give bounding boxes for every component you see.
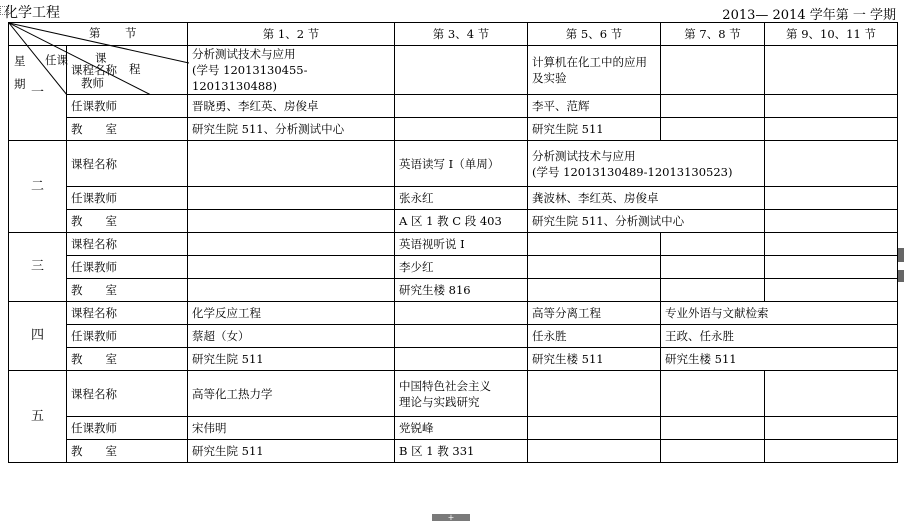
label-teacher: 任课教师 bbox=[67, 417, 188, 440]
thu-p34-teacher[interactable] bbox=[395, 325, 528, 348]
mon-p911-room[interactable] bbox=[765, 118, 898, 141]
period-9-11: 第 9、10、11 节 bbox=[765, 23, 898, 46]
wed-p911-teacher[interactable] bbox=[765, 256, 898, 279]
corner-ke: 课 bbox=[95, 51, 107, 65]
label-course: 课程名称 bbox=[67, 371, 188, 417]
fri-teacher-row bbox=[9, 417, 898, 440]
fri-p34-course[interactable] bbox=[395, 371, 528, 417]
mon-p78-cell[interactable] bbox=[661, 46, 765, 95]
tue-p56-teacher[interactable]: 龚波林、李红英、房俊卓 bbox=[528, 187, 765, 210]
fri-room-row bbox=[9, 440, 898, 463]
day-fri: 五 bbox=[9, 371, 67, 463]
fri-p34-room[interactable]: B 区 1 教 331 bbox=[395, 440, 528, 463]
fri-p911-room[interactable] bbox=[765, 440, 898, 463]
thu-p12-course[interactable]: 化学反应工程 bbox=[188, 302, 395, 325]
wed-p12-cell[interactable] bbox=[188, 233, 395, 256]
period-3-4: 第 3、4 节 bbox=[395, 23, 528, 46]
mon-room-row bbox=[9, 118, 898, 141]
fri-p78-room[interactable] bbox=[661, 440, 765, 463]
fri-p12-course[interactable]: 高等化工热力学 bbox=[188, 371, 395, 417]
thu-p12-teacher[interactable]: 蔡超（女） bbox=[188, 325, 395, 348]
tue-p12-teacher[interactable] bbox=[188, 187, 395, 210]
wed-p12-teacher[interactable] bbox=[188, 256, 395, 279]
label-course: 课程名称 bbox=[67, 46, 188, 95]
fri-p12-room[interactable]: 研究生院 511 bbox=[188, 440, 395, 463]
mon-p12-course-line2: (学号 12013130455-12013130488) bbox=[192, 63, 308, 93]
label-course: 课程名称 bbox=[67, 302, 188, 325]
thu-p78-teacher[interactable]: 王政、任永胜 bbox=[661, 325, 898, 348]
wed-room-row bbox=[9, 279, 898, 302]
day-wed: 三 bbox=[9, 233, 67, 302]
thu-p34-cell[interactable] bbox=[395, 302, 528, 325]
tue-p56-room[interactable]: 研究生院 511、分析测试中心 bbox=[528, 210, 765, 233]
wed-p78-room[interactable] bbox=[661, 279, 765, 302]
fri-p34-teacher[interactable]: 党锐峰 bbox=[395, 417, 528, 440]
mon-p34-cell[interactable] bbox=[395, 46, 528, 95]
thu-p12-room[interactable]: 研究生院 511 bbox=[188, 348, 395, 371]
thu-p56-room[interactable]: 研究生楼 511 bbox=[528, 348, 661, 371]
label-teacher: 任课教师 bbox=[67, 256, 188, 279]
fri-course-row bbox=[9, 371, 898, 417]
thu-p56-course[interactable]: 高等分离工程 bbox=[528, 302, 661, 325]
thu-teacher-row bbox=[9, 325, 898, 348]
tue-p911-room[interactable] bbox=[765, 210, 898, 233]
label-course: 课程名称 bbox=[67, 233, 188, 256]
wed-p56-teacher[interactable] bbox=[528, 256, 661, 279]
mon-p12-teacher[interactable]: 晋晓勇、李红英、房俊卓 bbox=[188, 95, 395, 118]
mon-p12-course[interactable] bbox=[188, 46, 395, 95]
mon-p56-teacher[interactable]: 李平、范辉 bbox=[528, 95, 661, 118]
wed-p911-cell[interactable] bbox=[765, 233, 898, 256]
mon-p12-course-line1: 分析测试技术与应用 bbox=[192, 47, 296, 61]
corner-qi: 期 bbox=[14, 77, 26, 91]
tue-course-row bbox=[9, 141, 898, 187]
wed-p34-course[interactable]: 英语视听说 I bbox=[395, 233, 528, 256]
tue-p911-cell[interactable] bbox=[765, 141, 898, 187]
mon-p56-course[interactable]: 计算机在化工中的应用及实验 bbox=[528, 46, 661, 95]
corner-cheng: 程 bbox=[129, 62, 141, 76]
wed-p12-room[interactable] bbox=[188, 279, 395, 302]
label-room: 教 室 bbox=[67, 279, 188, 302]
label-teacher: 任课教师 bbox=[67, 325, 188, 348]
thu-p78-course[interactable]: 专业外语与文献检索 bbox=[661, 302, 898, 325]
fri-p34-course-line1: 中国特色社会主义 bbox=[399, 378, 491, 393]
tue-p34-teacher[interactable]: 张永红 bbox=[395, 187, 528, 210]
day-mon: 一 bbox=[9, 46, 67, 141]
wed-p911-room[interactable] bbox=[765, 279, 898, 302]
wed-teacher-row bbox=[9, 256, 898, 279]
resize-handle-right-lower[interactable] bbox=[898, 270, 904, 282]
day-thu: 四 bbox=[9, 302, 67, 371]
corner-di: 第 bbox=[89, 26, 101, 40]
tue-p12-cell[interactable] bbox=[188, 141, 395, 187]
mon-p34-room[interactable] bbox=[395, 118, 528, 141]
wed-p34-teacher[interactable]: 李少红 bbox=[395, 256, 528, 279]
wed-p78-cell[interactable] bbox=[661, 233, 765, 256]
fri-p56-teacher[interactable] bbox=[528, 417, 661, 440]
fri-p911-teacher[interactable] bbox=[765, 417, 898, 440]
mon-teacher-row bbox=[9, 95, 898, 118]
mon-p34-teacher[interactable] bbox=[395, 95, 528, 118]
tue-p56-course-line1: 分析测试技术与应用 bbox=[532, 148, 636, 163]
tue-teacher-row bbox=[9, 187, 898, 210]
fri-p911-cell[interactable] bbox=[765, 371, 898, 417]
resize-handle-right-upper[interactable] bbox=[898, 248, 904, 262]
mon-p56-room[interactable]: 研究生院 511 bbox=[528, 118, 661, 141]
thu-p34-room[interactable] bbox=[395, 348, 528, 371]
mon-p911-cell[interactable] bbox=[765, 46, 898, 95]
wed-course-row bbox=[9, 233, 898, 256]
label-room: 教 室 bbox=[67, 440, 188, 463]
fri-p34-course-line2: 理论与实践研究 bbox=[399, 394, 480, 409]
label-room: 教 室 bbox=[67, 118, 188, 141]
label-course: 课程名称 bbox=[67, 141, 188, 187]
corner-jie: 节 bbox=[125, 26, 137, 40]
mon-p78-room[interactable] bbox=[661, 118, 765, 141]
header-row bbox=[9, 23, 898, 46]
period-5-6: 第 5、6 节 bbox=[528, 23, 661, 46]
tue-p34-course[interactable]: 英语读写 I（单周） bbox=[395, 141, 528, 187]
label-teacher: 任课教师 bbox=[67, 187, 188, 210]
label-room: 教 室 bbox=[67, 210, 188, 233]
tue-room-row bbox=[9, 210, 898, 233]
thu-course-row bbox=[9, 302, 898, 325]
mon-p78-teacher[interactable] bbox=[661, 95, 765, 118]
fri-p78-cell[interactable] bbox=[661, 371, 765, 417]
wed-p56-room[interactable] bbox=[528, 279, 661, 302]
department-title: 化学工程 bbox=[4, 5, 60, 21]
label-room: 教 室 bbox=[67, 348, 188, 371]
fri-p12-teacher[interactable]: 宋伟明 bbox=[188, 417, 395, 440]
term-title: 2013— 2014 学年第 一 学期 bbox=[722, 8, 896, 23]
corner-jiaoshi: 教师 bbox=[81, 76, 104, 90]
label-teacher: 任课教师 bbox=[67, 95, 188, 118]
tue-p56-course[interactable] bbox=[528, 141, 765, 187]
thu-p56-teacher[interactable]: 任永胜 bbox=[528, 325, 661, 348]
corner-xing: 星 bbox=[14, 54, 26, 68]
mon-p911-teacher[interactable] bbox=[765, 95, 898, 118]
wed-p56-cell[interactable] bbox=[528, 233, 661, 256]
day-tue: 二 bbox=[9, 141, 67, 233]
fri-p78-teacher[interactable] bbox=[661, 417, 765, 440]
fri-p56-cell[interactable] bbox=[528, 371, 661, 417]
period-7-8: 第 7、8 节 bbox=[661, 23, 765, 46]
wed-p34-room[interactable]: 研究生楼 816 bbox=[395, 279, 528, 302]
thu-p78-room[interactable]: 研究生楼 511 bbox=[661, 348, 898, 371]
fri-p56-room[interactable] bbox=[528, 440, 661, 463]
corner-renke: 任课 bbox=[45, 53, 68, 67]
tue-p12-room[interactable] bbox=[188, 210, 395, 233]
tue-p56-course-line2: (学号 12013130489-12013130523) bbox=[532, 164, 733, 179]
add-row-handle[interactable]: + bbox=[432, 514, 470, 521]
mon-p12-room[interactable]: 研究生院 511、分析测试中心 bbox=[188, 118, 395, 141]
wed-p78-teacher[interactable] bbox=[661, 256, 765, 279]
thu-room-row bbox=[9, 348, 898, 371]
tue-p911-teacher[interactable] bbox=[765, 187, 898, 210]
period-1-2: 第 1、2 节 bbox=[188, 23, 395, 46]
schedule-table bbox=[8, 22, 898, 463]
tue-p34-room[interactable]: A 区 1 教 C 段 403 bbox=[395, 210, 528, 233]
